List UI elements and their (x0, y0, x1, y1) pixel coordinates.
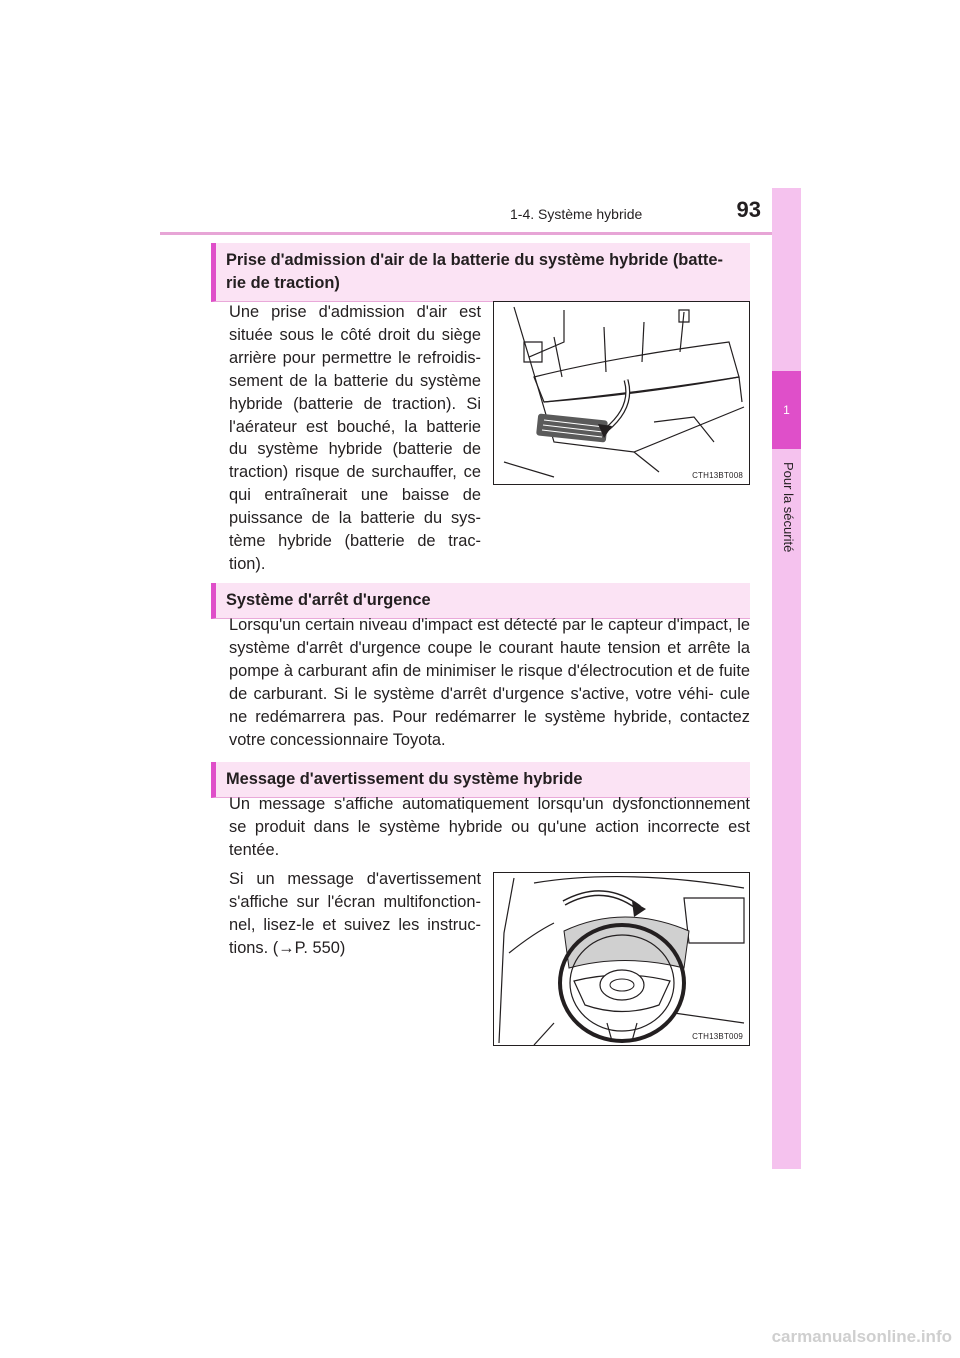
paragraph-emergency-stop: Lorsqu'un certain niveau d'impact est détecté par le capteur d'impact, le système d'arrêt d'urgence coupe le courant haute tension et arrête la pompe à carburant afin de minimiser le risque d'électrocution et de fuite de carburant. Si le système d'arrêt d'urgence s'active, votre véhi- cule ne redémarrera pas. Pour redémarrer le système hybride, contactez votre concessionnaire Toyota. (229, 616, 750, 749)
figure-code: CTH13BT009 (692, 1032, 743, 1041)
figure-rear-seat-air-intake (493, 301, 750, 485)
paragraph-warning-message: Un message s'affiche automatiquement lorsqu'un dysfonctionnement se produit dans le système hybride ou qu'une action incorrecte est tentée. (229, 795, 750, 859)
figure-multi-info-display (493, 872, 750, 1046)
paragraph-warning-instructions: Si un message d'avertissement s'affiche sur l'écran multifonction- nel, lisez-le et suivez les instruc- tions. (→P. 550) (229, 870, 481, 957)
section-heading-warning-message: Message d'avertissement du système hybride (211, 762, 750, 798)
side-chapter-label: Pour la sécurité (781, 462, 796, 553)
rear-seat-illustration (494, 302, 750, 485)
figure-code: CTH13BT008 (692, 471, 743, 480)
header-section-title: 1-4. Système hybride (510, 206, 643, 222)
paragraph-air-intake: Une prise d'admission d'air est située sous le côté droit du siège arrière pour permettre le refroidis- sement de la batterie du système hybride (batterie de traction). Si l'aérateur est bouché, la batterie du système hybride (batterie de traction) risque de surchauffer, ce qui entraînerait une baisse de puissance de la batterie du sys- tème hybride (batterie de trac- tion). (229, 303, 481, 573)
section-heading-air-intake: Prise d'admission d'air de la batterie du système hybride (batte- rie de traction) (211, 243, 750, 302)
page-number: 93 (736, 197, 761, 222)
section-heading-emergency-stop: Système d'arrêt d'urgence (211, 583, 750, 619)
steering-wheel-illustration (494, 873, 750, 1046)
side-chapter-number: 1 (772, 371, 801, 449)
side-tab (772, 188, 801, 1169)
header-rule (160, 232, 800, 235)
watermark: carmanualsonline.info (771, 1327, 952, 1346)
